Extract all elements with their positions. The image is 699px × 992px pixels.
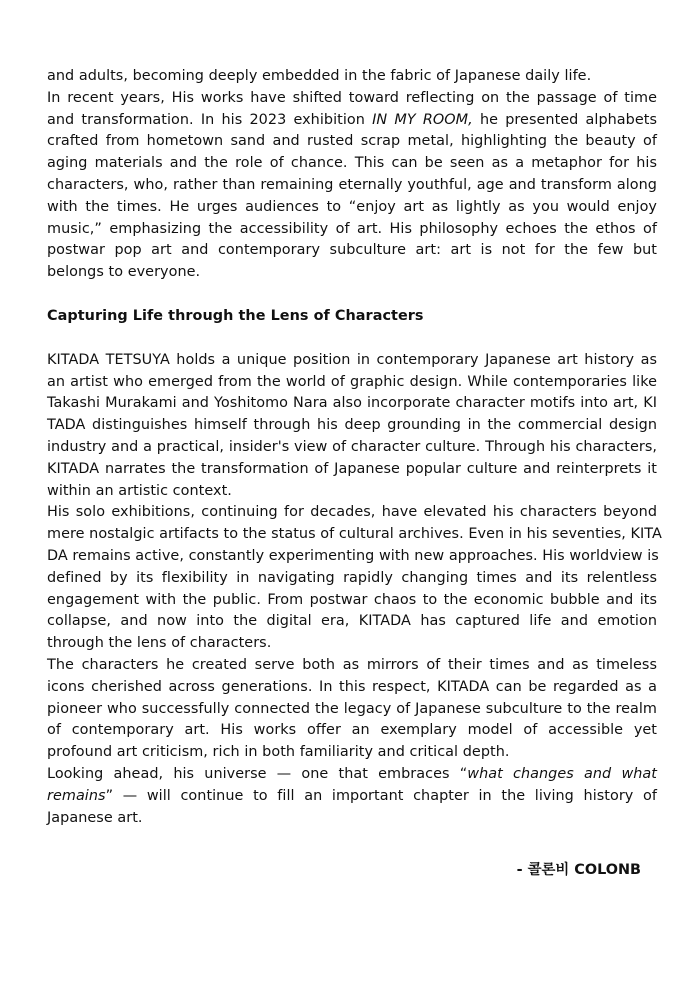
paragraph-recent-works	[47, 88, 657, 284]
spacer	[47, 328, 657, 350]
text-line: industry and a practical, insider's view of character culture. Through his characters,	[47, 438, 657, 455]
text-segment: he presented alphabets	[472, 111, 658, 128]
article-body	[47, 66, 662, 829]
text-line: characters, who, rather than remaining eternally youthful, age and transform along	[47, 176, 657, 193]
text-segment: ” — will continue to fill an important chapter in the living history of	[105, 787, 657, 804]
paragraph-legacy	[47, 655, 657, 764]
text-line: mere nostalgic artifacts to the status of cultural archives. Even in his seventies, KITA	[47, 526, 662, 543]
text-line: profound art criticism, rich in both familiarity and critical depth.	[47, 744, 510, 761]
text-line: His solo exhibitions, continuing for decades, have elevated his characters beyond	[47, 504, 657, 521]
paragraph-position	[47, 350, 657, 503]
text-line: postwar pop art and contemporary subculture art: art is not for the few but	[47, 242, 657, 259]
quote-emphasis: remains	[47, 787, 106, 804]
text-line: and adults, becoming deeply embedded in the fabric of Japanese daily life.	[47, 68, 592, 84]
text-line: engagement with the public. From postwar chaos to the economic bubble and its	[47, 591, 657, 608]
author-signature: - 콜론비 COLONB	[516, 862, 641, 878]
text-line: crafted from hometown sand and rusted scrap metal, highlighting the beauty of	[47, 133, 657, 150]
paragraph-intro-tail	[47, 66, 657, 88]
text-line: within an artistic context.	[47, 482, 232, 499]
text-line: Japanese art.	[47, 809, 143, 826]
heading-text: Capturing Life through the Lens of Characters	[47, 307, 424, 324]
text-line: belongs to everyone.	[47, 264, 201, 281]
section-heading	[47, 306, 657, 328]
paragraph-solo-exhibitions	[47, 502, 662, 655]
text-line: icons cherished across generations. In this respect, KITADA can be regarded as a	[47, 678, 657, 695]
text-line: Takashi Murakami and Yoshitomo Nara also incorporate character motifs into art, KI	[47, 395, 657, 412]
text-segment: and transformation. In his 2023 exhibition	[47, 111, 373, 128]
text-line: aging materials and the role of chance. This can be seen as a metaphor for his	[47, 155, 657, 172]
quote-emphasis: what changes and what	[467, 765, 657, 782]
text-line: TADA distinguishes himself through his deep grounding in the commercial design	[47, 417, 657, 434]
text-line	[47, 764, 657, 786]
text-segment: Looking ahead, his universe — one that embraces “	[47, 765, 468, 782]
text-line: The characters he created serve both as mirrors of their times and as timeless	[47, 656, 657, 673]
text-line: pioneer who successfully connected the legacy of Japanese subculture to the realm	[47, 700, 657, 717]
text-line: collapse, and now into the digital era, KITADA has captured life and emotion	[47, 613, 657, 630]
text-line: DA remains active, constantly experimenting with new approaches. His worldview is	[47, 547, 659, 564]
text-line	[47, 786, 657, 808]
text-line: In recent years, His works have shifted toward reflecting on the passage of time	[47, 89, 657, 106]
text-line: an artist who emerged from the world of graphic design. While contemporaries like	[47, 373, 657, 390]
text-line: of contemporary art. His works offer an exemplary model of accessible yet	[47, 722, 657, 739]
text-line: KITADA TETSUYA holds a unique position in contemporary Japanese art history as	[47, 351, 657, 368]
spacer	[47, 284, 657, 306]
text-line	[47, 110, 657, 132]
exhibition-title: IN MY ROOM,	[372, 111, 473, 128]
text-line: music,” emphasizing the accessibility of art. His philosophy echoes the ethos of	[47, 220, 657, 237]
text-line: with the times. He urges audiences to “enjoy art as lightly as you would enjoy	[47, 198, 657, 215]
text-line: KITADA narrates the transformation of Japanese popular culture and reinterprets it	[47, 460, 657, 477]
paragraph-outlook	[47, 764, 657, 829]
text-line: through the lens of characters.	[47, 635, 272, 652]
text-line: defined by its flexibility in navigating rapidly changing times and its relentless	[47, 569, 657, 586]
